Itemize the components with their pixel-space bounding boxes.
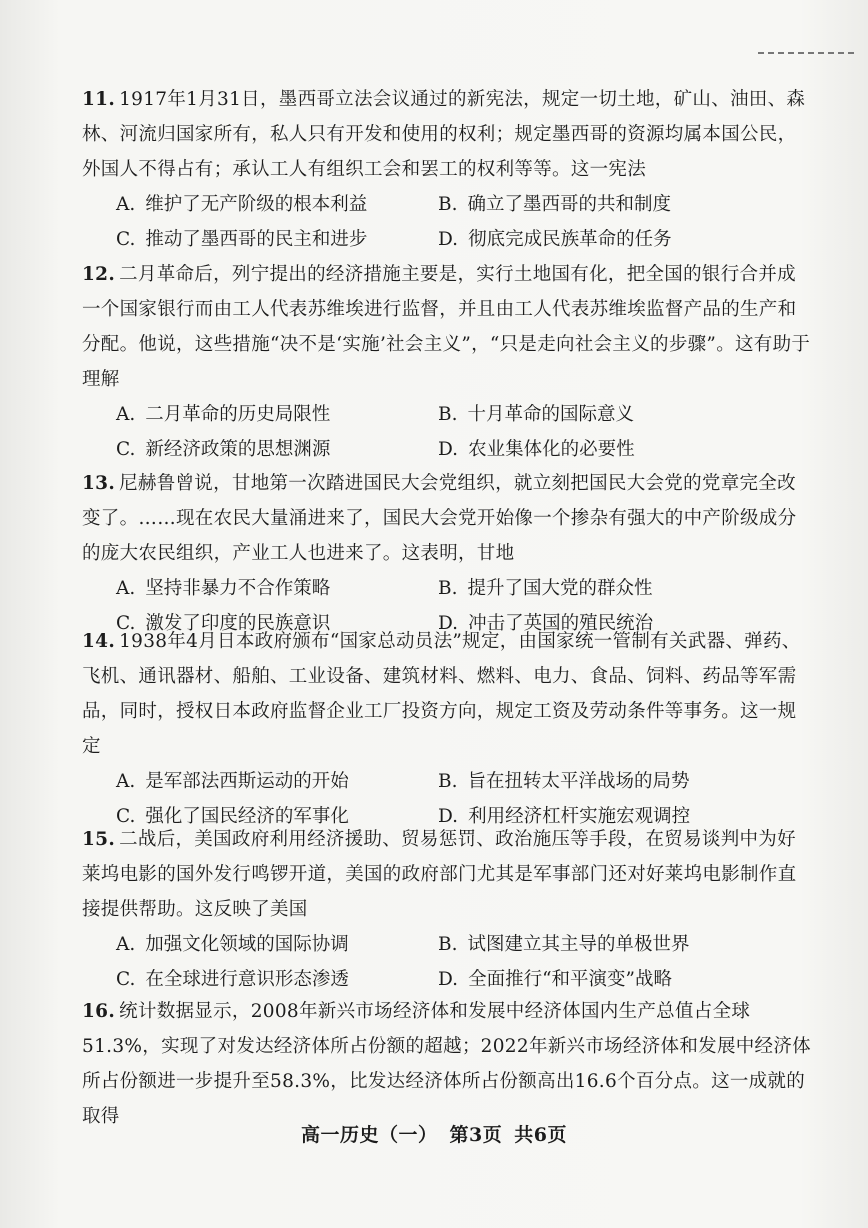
question-11: [82, 82, 812, 257]
option-d: D. 利用经济杠杆实施宏观调控: [438, 806, 691, 827]
question-text: 1917年1月31日，墨西哥立法会议通过的新宪法，规定一切土地，矿山、油田、森林、河流归国家所有，私人只有开发和使用的权利；规定墨西哥的资源均属本国公民，外国人不得占有；承认工人有组织工会和罢工的权利等等。这一宪法: [82, 89, 806, 180]
option-d: D. 彻底完成民族革命的任务: [438, 229, 672, 250]
option-c: C. 推动了墨西哥的民主和进步: [116, 229, 368, 250]
option-a: A. 维护了无产阶级的根本利益: [116, 194, 368, 215]
question-stem: [82, 257, 812, 397]
corner-mark: [758, 52, 854, 58]
question-16: [82, 994, 812, 1134]
question-number: 16.: [82, 1001, 116, 1022]
options: [116, 187, 812, 257]
question-stem: [82, 82, 812, 187]
question-13: [82, 466, 812, 641]
option-b: B. 确立了墨西哥的共和制度: [438, 194, 671, 215]
option-a: A. 加强文化领域的国际协调: [116, 934, 349, 955]
options: [116, 927, 812, 997]
option-d: D. 全面推行“和平演变”战略: [438, 969, 672, 990]
question-number: 14.: [82, 631, 116, 652]
question-stem: [82, 994, 812, 1134]
question-number: 15.: [82, 829, 116, 850]
question-14: [82, 624, 812, 834]
question-stem: [82, 822, 812, 927]
page-footer: [0, 1120, 868, 1147]
question-stem: [82, 466, 812, 571]
question-stem: [82, 624, 812, 764]
option-b: B. 旨在扭转太平洋战场的局势: [438, 771, 690, 792]
option-c: C. 新经济政策的思想渊源: [116, 439, 331, 460]
question-12: [82, 257, 812, 467]
option-d: D. 农业集体化的必要性: [438, 439, 635, 460]
option-b: B. 十月革命的国际意义: [438, 404, 634, 425]
option-c: C. 激发了印度的民族意识: [116, 613, 331, 634]
option-a: A. 是军部法西斯运动的开始: [116, 771, 349, 792]
footer-subject: 高一历史（一）: [301, 1124, 438, 1146]
question-number: 13.: [82, 473, 116, 494]
question-text: 1938年4月日本政府颁布“国家总动员法”规定，由国家统一管制有关武器、弹药、飞机、通讯器材、船舶、工业设备、建筑材料、燃料、电力、食品、饲料、药品等军需品，同时，授权日本政府监督企业工厂投资方向，规定工资及劳动条件等事务。这一规定: [82, 631, 801, 757]
question-text: 尼赫鲁曾说，甘地第一次踏进国民大会党组织，就立刻把国民大会党的党章完全改变了。……现在农民大量涌进来了，国民大会党开始像一个掺杂有强大的中产阶级成分的庞大农民组织，产业工人也进来了。这表明，甘地: [82, 473, 797, 564]
option-d: D. 冲击了英国的殖民统治: [438, 613, 654, 634]
option-b: B. 提升了国大党的群众性: [438, 578, 653, 599]
question-text: 统计数据显示，2008年新兴市场经济体和发展中经济体国内生产总值占全球51.3%，实现了对发达经济体所占份额的超越；2022年新兴市场经济体和发展中经济体所占份额进一步提升至58.3%，比发达经济体所占份额高出16.6个百分点。这一成就的取得: [82, 1001, 811, 1127]
question-text: 二月革命后，列宁提出的经济措施主要是，实行土地国有化，把全国的银行合并成一个国家银行而由工人代表苏维埃进行监督，并且由工人代表苏维埃监督产品的生产和分配。他说，这些措施“决不是‘实施’社会主义”，“只是走向社会主义的步骤”。这有助于理解: [82, 264, 811, 390]
footer-total: 共6页: [514, 1124, 567, 1146]
question-text: 二战后，美国政府利用经济援助、贸易惩罚、政治施压等手段，在贸易谈判中为好莱坞电影的国外发行鸣锣开道，美国的政府部门尤其是军事部门还对好莱坞电影制作直接提供帮助。这反映了美国: [82, 829, 797, 920]
footer-page: 第3页: [449, 1124, 503, 1146]
option-a: A. 二月革命的历史局限性: [116, 404, 331, 425]
question-number: 12.: [82, 264, 116, 285]
question-15: [82, 822, 812, 997]
option-b: B. 试图建立其主导的单极世界: [438, 934, 690, 955]
question-number: 11.: [82, 89, 116, 110]
option-c: C. 在全球进行意识形态渗透: [116, 969, 349, 990]
option-c: C. 强化了国民经济的军事化: [116, 806, 349, 827]
option-a: A. 坚持非暴力不合作策略: [116, 578, 331, 599]
options: [116, 397, 812, 467]
